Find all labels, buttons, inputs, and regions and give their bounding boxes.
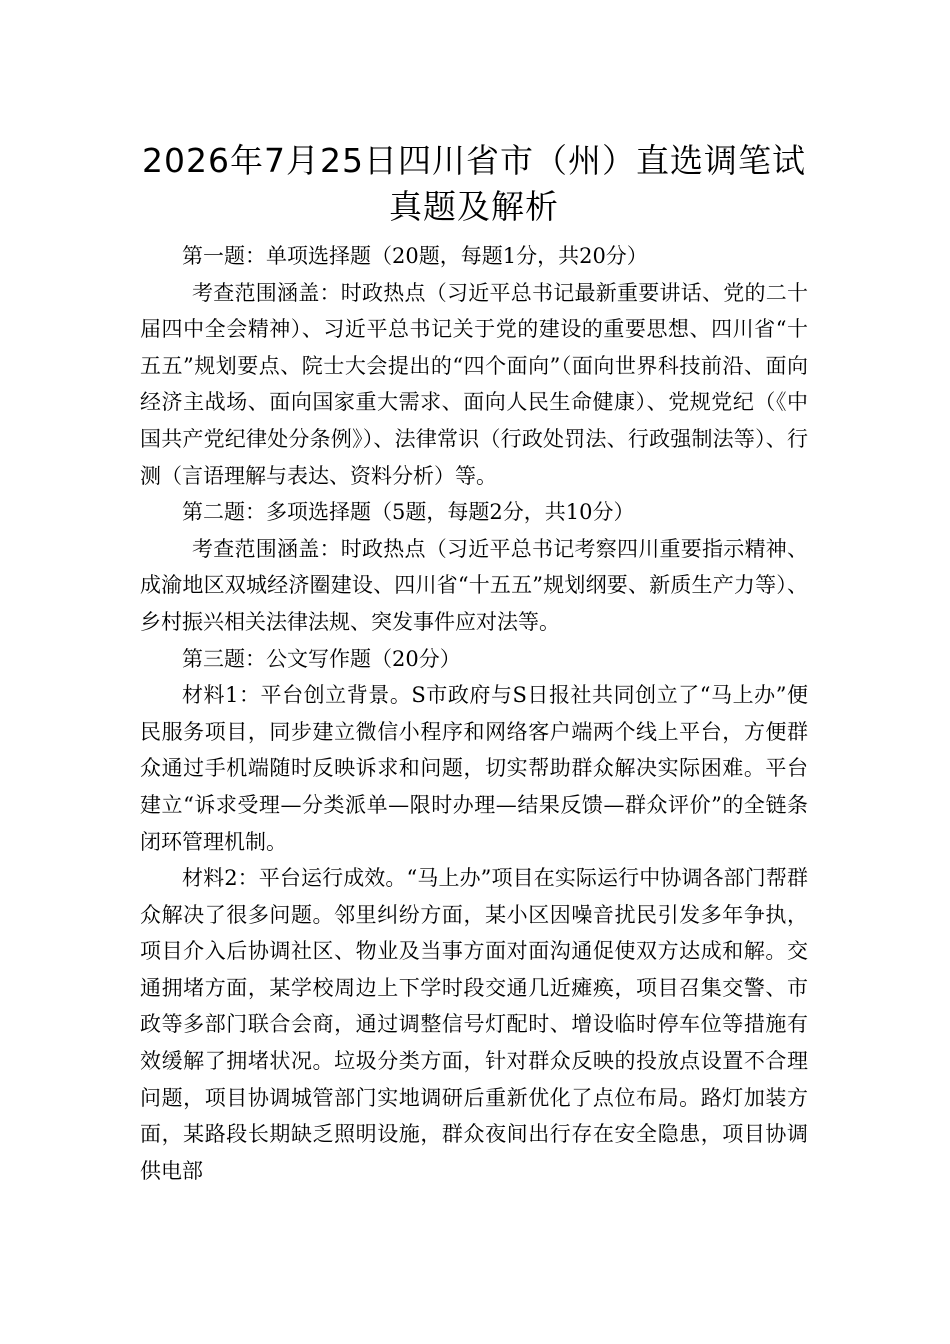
material-1: 材料1：平台创立背景。S市政府与S日报社共同创立了“马上办”便民服务项目，同步建立微信小程序和网络客户端两个线上平台，方便群众通过手机端随时反映诉求和问题，切实帮助群众解决实际困难。平台建立“诉求受理—分类派单—限时办理—结果反馈—群众评价”的全链条闭环管理机制。 <box>140 683 808 854</box>
material-2: 材料2：平台运行成效。“马上办”项目在实际运行中协调各部门帮群众解决了很多问题。邻里纠纷方面，某小区因噪音扰民引发多年争执，项目介入后协调社区、物业及当事方面对面沟通促使双方达成和解。交通拥堵方面，某学校周边上下学时段交通几近瘫痪，项目召集交警、市政等多部门联合会商，通过调整信号灯配时、增设临时停车位等措施有效缓解了拥堵状况。垃圾分类方面，针对群众反映的投放点设置不合理问题，项目协调城管部门实地调研后重新优化了点位布局。路灯加装方面，某路段长期缺乏照明设施，群众夜间出行存在安全隐患，项目协调供电部 <box>140 866 808 1183</box>
section-2-scope: 考查范围涵盖：时政热点（习近平总书记考察四川重要指示精神、成渝地区双城经济圈建设、四川省“十五五”规划纲要、新质生产力等）、乡村振兴相关法律法规、突发事件应对法等。 <box>140 536 808 634</box>
section-3-heading: 第三题：公文写作题（20分） <box>182 646 461 671</box>
title-line-2: 真题及解析 <box>389 187 559 226</box>
section-1-scope: 考查范围涵盖：时政热点（习近平总书记最新重要讲话、党的二十届四中全会精神）、习近平总书记关于党的建设的重要思想、四川省“十五五”规划要点、院士大会提出的“四个面向”（面向世界科技前沿、面向经济主战场、面向国家重大需求、面向人民生命健康）、党规党纪（《中国共产党纪律处分条例》）、法律常识（行政处罚法、行政强制法等）、行测（言语理解与表达、资料分析）等。 <box>140 280 808 488</box>
section-2-heading: 第二题：多项选择题（5题，每题2分，共10分） <box>182 500 635 525</box>
document-page <box>140 138 808 1189</box>
document-title <box>140 138 808 230</box>
section-1-heading: 第一题：单项选择题（20题，每题1分，共20分） <box>182 244 648 268</box>
title-line-1: 2026年7月25日四川省市（州）直选调笔试 <box>142 141 806 180</box>
